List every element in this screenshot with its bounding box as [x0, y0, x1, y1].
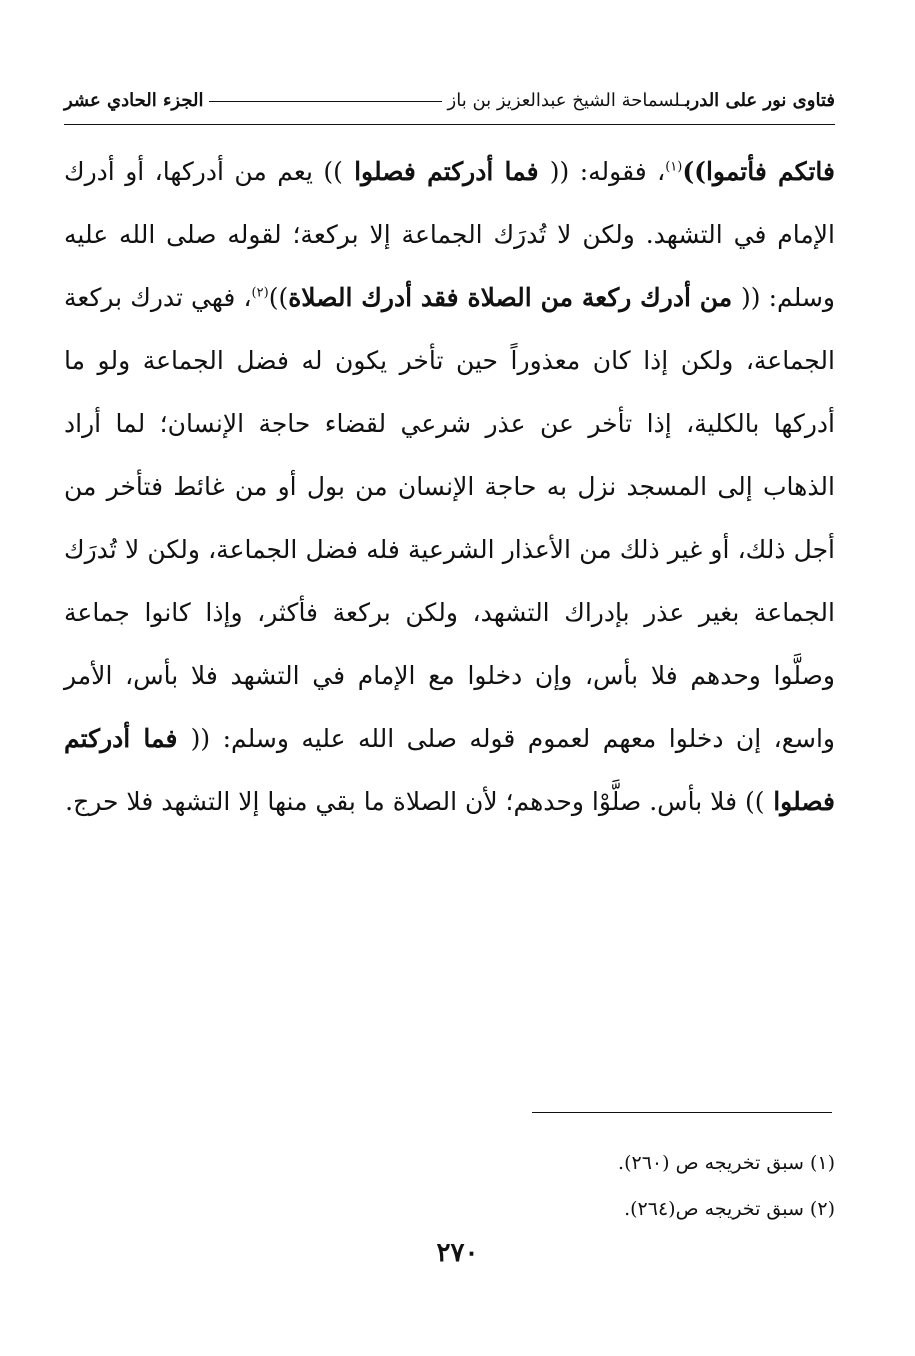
- header-rule: [209, 100, 441, 102]
- footnote-2: (٢) سبق تخريجه ص(٢٦٤).: [624, 1198, 835, 1220]
- footnote-ref-1: (١): [665, 159, 683, 175]
- body-text: ، فقوله: ((: [549, 157, 666, 186]
- page-number: ٢٧٠: [436, 1238, 479, 1268]
- body-text: )) يعم من أدركها، أو أدرك الإمام في التشهد. ولكن لا تُدرَك الجماعة إلا بركعة؛ لقوله صلى الله عليه وسلم: ((: [64, 157, 835, 312]
- footnotes: [300, 1140, 835, 1232]
- book-title: فتاوى نور على الدرب: [685, 90, 835, 111]
- volume-label: الجزء الحادي عشر: [64, 90, 204, 111]
- body-text: )): [268, 283, 289, 312]
- header-title-group: [448, 90, 835, 111]
- author-name: لسماحة الشيخ عبدالعزيز بن باز: [447, 90, 681, 111]
- footnote-1: (١) سبق تخريجه ص (٢٦٠).: [618, 1152, 835, 1174]
- paragraph: [64, 140, 835, 833]
- footnote-ref-2: (٢): [251, 285, 269, 301]
- running-header: [64, 90, 835, 111]
- footnote-separator: [532, 1112, 832, 1113]
- body-text: ، فهي تدرك بركعة الجماعة، ولكن إذا كان معذوراً حين تأخر يكون له فضل الجماعة ولو ما أدركها بالكلية، إذا تأخر عن عذر شرعي لقضاء حاجة الإنسان؛ لما أراد الذهاب إلى المسجد نزل به حاجة الإنسان من بول أو من غائط فتأخر من أجل ذلك، أو غير ذلك من الأعذار الشرعية فله فضل الجماعة، ولكن لا تُدرَك الجماعة بغير عذر بإدراك التشهد، ولكن بركعة فأكثر، وإذا كانوا جماعة وصلَّوا وحدهم فلا بأس، وإن دخلوا مع الإمام في التشهد فلا بأس، الأمر واسع، إن دخلوا معهم لعموم قوله صلى الله عليه وسلم: ((: [64, 283, 836, 753]
- hadith-text-bold: فما أدركتم فصلوا: [342, 157, 550, 186]
- hadith-text-bold: فاتكم فأتموا)): [682, 157, 836, 186]
- hadith-text-bold: فما أدركتم فصلوا: [64, 724, 835, 816]
- header-underline: [64, 124, 835, 125]
- body-text: )) فلا بأس. صلَّوْا وحدهم؛ لأن الصلاة ما بقي منها إلا التشهد فلا حرج.: [65, 787, 765, 816]
- hadith-text-bold: من أدرك ركعة من الصلاة فقد أدرك الصلاة: [288, 283, 742, 312]
- header-dash: ـ: [680, 90, 686, 111]
- main-text: [64, 140, 835, 833]
